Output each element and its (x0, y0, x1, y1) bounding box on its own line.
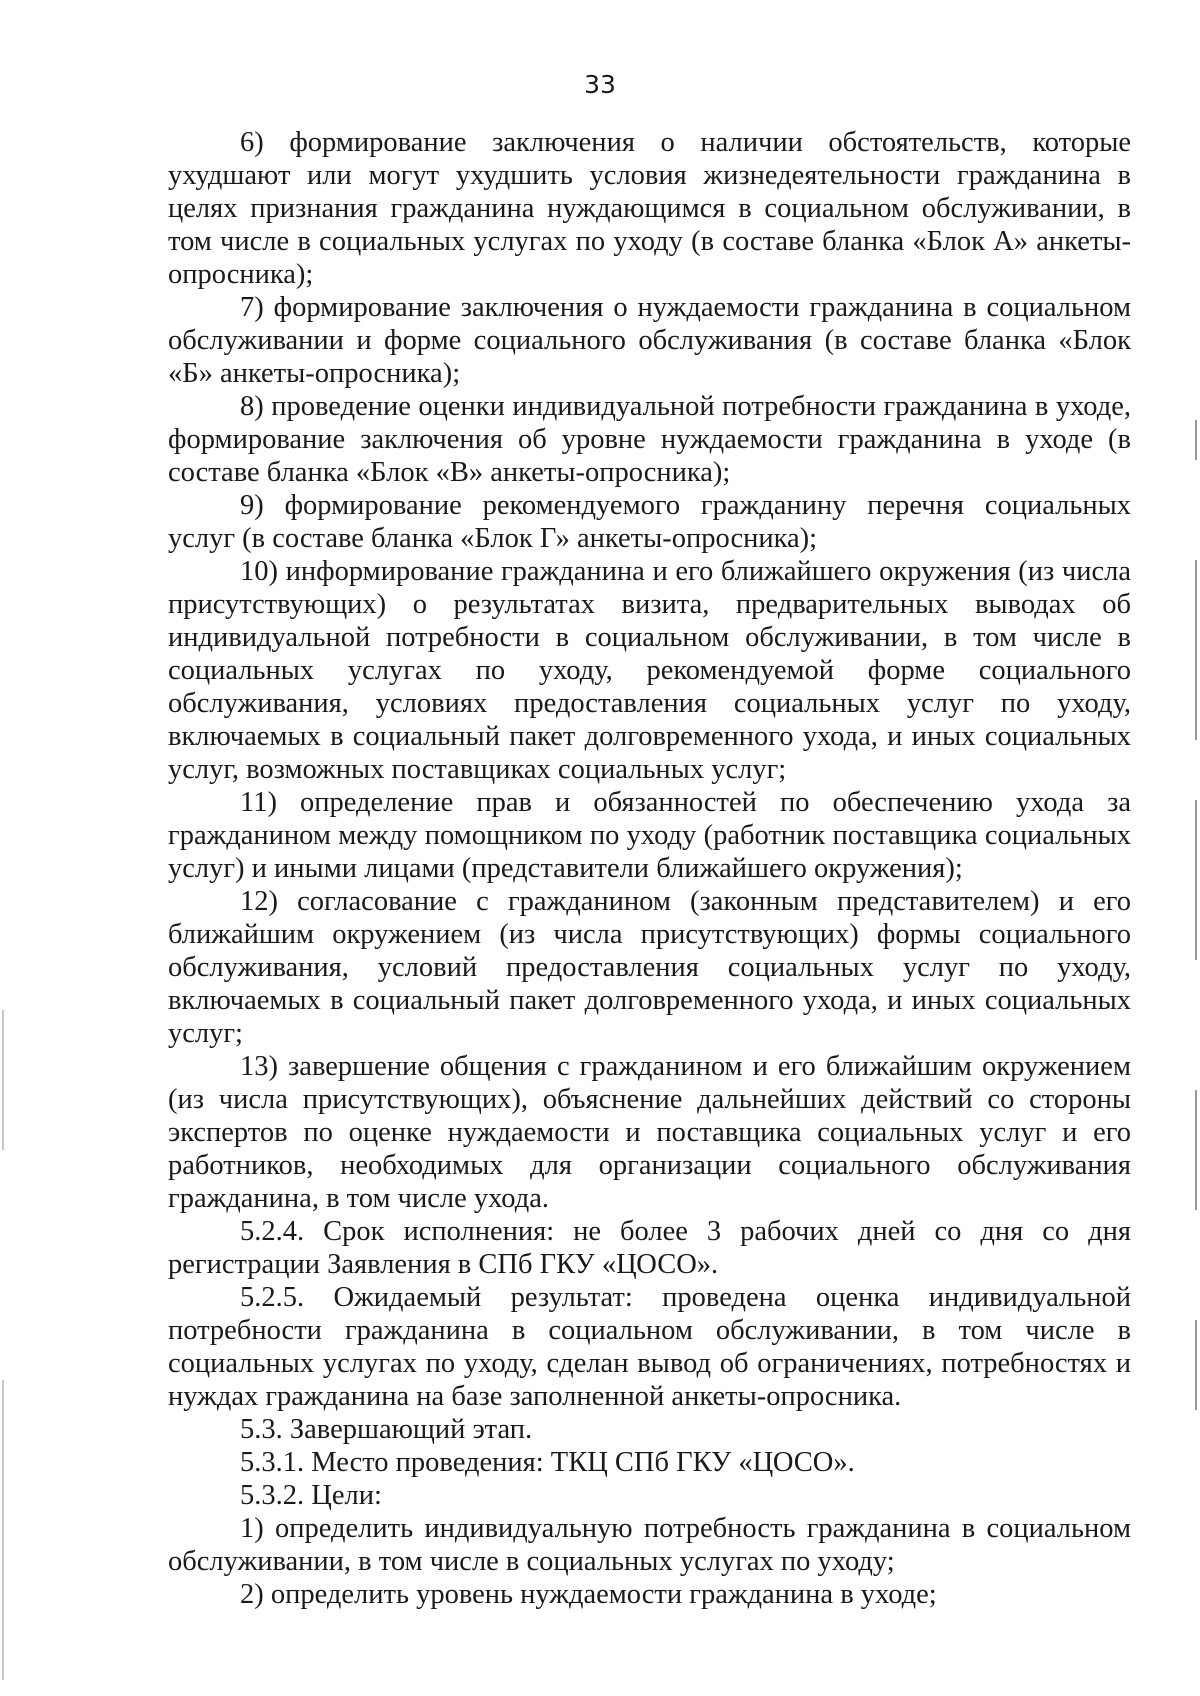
paragraph-item-6: 6) формирование заключения о наличии обстоятельств, которые ухудшают или могут ухудшить условия жизнедеятельности гражданина в целях признания гражданина нуждающимся в социальном обслуживании, в том числе в социальных услугах по уходу (в составе бланка «Блок А» анкеты-опросника); (168, 127, 1131, 290)
paragraph-item-10: 10) информирование гражданина и его ближайшего окружения (из числа присутствующих) о результатах визита, предварительных выводах об индивидуальной потребности в социальном обслуживании, в том числе в социальных услугах по уходу, рекомендуемой форме социального обслуживания, условиях предоставления социальных услуг по уходу, включаемых в социальный пакет долговременного ухода, и иных социальных услуг, возможных поставщиках социальных услуг; (168, 556, 1131, 785)
paragraph-item-8: 8) проведение оценки индивидуальной потребности гражданина в уходе, формирование заключения об уровне нуждаемости гражданина в уходе (в составе бланка «Блок «В» анкеты-опросника); (168, 391, 1131, 488)
paragraph-5-2-4: 5.2.4. Срок исполнения: не более 3 рабочих дней со дня со дня регистрации Заявления в СПб ГКУ «ЦОСО». (168, 1216, 1131, 1280)
paragraph-item-12: 12) согласование с гражданином (законным представителем) и его ближайшим окружением (из числа присутствующих) формы социального обслуживания, условий предоставления социальных услуг по уходу, включаемых в социальный пакет долговременного ухода, и иных социальных услуг; (168, 886, 1131, 1049)
document-body (168, 126, 1131, 1611)
paragraph-item-9: 9) формирование рекомендуемого гражданину перечня социальных услуг (в составе бланка «Блок Г» анкеты-опросника); (168, 490, 1131, 554)
section-5-3-heading: 5.3. Завершающий этап. (240, 1414, 533, 1445)
page-number: 33 (584, 70, 616, 99)
paragraph-item-11: 11) определение прав и обязанностей по обеспечению ухода за гражданином между помощником по уходу (работник поставщика социальных услуг) и иными лицами (представители ближайшего окружения); (168, 787, 1131, 884)
goal-item-1: 1) определить индивидуальную потребность гражданина в социальном обслуживании, в том числе в социальных услугах по уходу; (168, 1513, 1131, 1577)
paragraph-5-3-2: 5.3.2. Цели: (240, 1480, 382, 1511)
paragraph-5-3-1: 5.3.1. Место проведения: ТКЦ СПб ГКУ «ЦОСО». (240, 1447, 855, 1478)
paragraph-item-7: 7) формирование заключения о нуждаемости гражданина в социальном обслуживании и форме социального обслуживания (в составе бланка «Блок «Б» анкеты-опросника); (168, 292, 1131, 389)
paragraph-item-13: 13) завершение общения с гражданином и его ближайшим окружением (из числа присутствующих), объяснение дальнейших действий со стороны экспертов по оценке нуждаемости и поставщика социальных услуг и его работников, необходимых для организации социального обслуживания гражданина, в том числе ухода. (168, 1051, 1131, 1214)
paragraph-5-2-5: 5.2.5. Ожидаемый результат: проведена оценка индивидуальной потребности гражданина в социальном обслуживании, в том числе в социальных услугах по уходу, сделан вывод об ограничениях, потребностях и нуждах гражданина на базе заполненной анкеты-опросника. (168, 1282, 1131, 1412)
goal-item-2: 2) определить уровень нуждаемости гражданина в уходе; (240, 1579, 937, 1610)
